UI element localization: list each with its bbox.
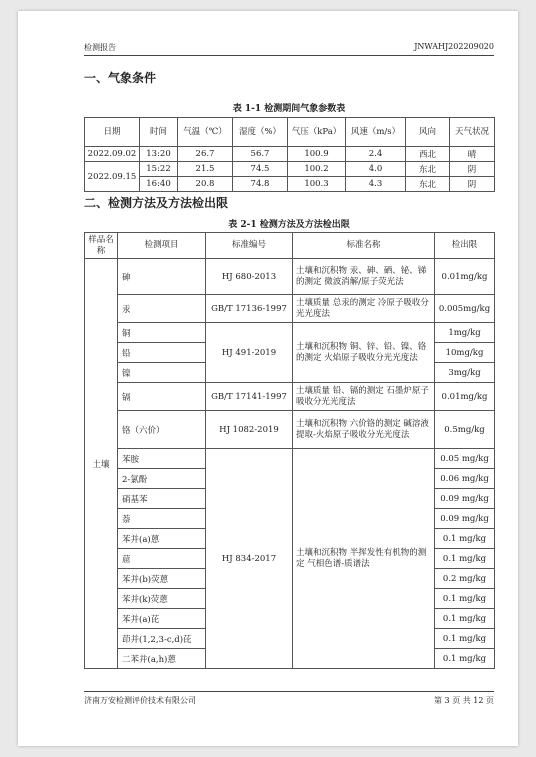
- col-standard-code: 标准编号: [206, 233, 293, 259]
- table-row: [85, 411, 495, 449]
- cell-limit: 0.01mg/kg: [435, 259, 495, 295]
- cell-wind-direction: 东北: [406, 162, 450, 177]
- cell-time: 16:40: [140, 177, 178, 192]
- cell-item: 镍: [118, 363, 206, 383]
- cell-item: 镉: [118, 383, 206, 411]
- cell-item: 茚并(1,2,3-c,d)芘: [118, 629, 206, 649]
- cell-standard-name: 土壤和沉积物 六价铬的测定 碱溶液提取-火焰原子吸收分光光度法: [293, 411, 435, 449]
- cell-standard-name: 土壤质量 铅、镉的测定 石墨炉原子吸收分光光度法: [293, 383, 435, 411]
- cell-weather: 阴: [450, 177, 495, 192]
- cell-limit: 0.09 mg/kg: [435, 509, 495, 529]
- cell-wind-direction: 西北: [406, 147, 450, 162]
- cell-standard-code: GB/T 17141-1997: [206, 383, 293, 411]
- section-weather-title: 一、气象条件: [84, 71, 157, 85]
- cell-wind-speed: 4.3: [346, 177, 406, 192]
- cell-weather: 阴: [450, 162, 495, 177]
- cell-date: 2022.09.02: [85, 147, 140, 162]
- cell-time: 13:20: [140, 147, 178, 162]
- col-wind-speed: 风速（m/s）: [346, 118, 406, 147]
- cell-item: 铅: [118, 343, 206, 363]
- cell-limit: 10mg/kg: [435, 343, 495, 363]
- col-weather: 天气状况: [450, 118, 495, 147]
- col-wind-direction: 风向: [406, 118, 450, 147]
- cell-limit: 0.06 mg/kg: [435, 469, 495, 489]
- col-time: 时间: [140, 118, 178, 147]
- cell-limit: 0.1 mg/kg: [435, 649, 495, 669]
- cell-limit: 0.01mg/kg: [435, 383, 495, 411]
- cell-limit: 0.1 mg/kg: [435, 529, 495, 549]
- report-page: [18, 11, 518, 746]
- cell-limit: 0.1 mg/kg: [435, 609, 495, 629]
- table-row: [85, 147, 495, 162]
- report-number: JNWAHJ202209020: [414, 42, 494, 51]
- table2-caption: 表 2-1 检测方法及方法检出限: [228, 220, 350, 230]
- cell-sample-name: 土壤: [85, 259, 118, 669]
- cell-item: 苯并(b)荧蒽: [118, 569, 206, 589]
- cell-standard-code: HJ 680-2013: [206, 259, 293, 295]
- cell-item: 苯胺: [118, 449, 206, 469]
- page-number: 第 3 页 共 12 页: [434, 696, 494, 705]
- cell-pressure: 100.9: [288, 147, 346, 162]
- cell-limit: 0.1 mg/kg: [435, 629, 495, 649]
- weather-header-row: [85, 118, 495, 147]
- cell-wind-speed: 4.0: [346, 162, 406, 177]
- col-humidity: 湿度（%）: [233, 118, 288, 147]
- cell-limit: 0.2 mg/kg: [435, 569, 495, 589]
- cell-limit: 0.5mg/kg: [435, 411, 495, 449]
- cell-item: 苯并(k)荧蒽: [118, 589, 206, 609]
- cell-temperature: 26.7: [178, 147, 233, 162]
- cell-humidity: 74.8: [233, 177, 288, 192]
- cell-weather: 晴: [450, 147, 495, 162]
- col-pressure: 气压（kPa）: [288, 118, 346, 147]
- cell-standard-code: GB/T 17136-1997: [206, 295, 293, 323]
- cell-item: 2-氯酚: [118, 469, 206, 489]
- cell-wind-speed: 2.4: [346, 147, 406, 162]
- table-row: [85, 295, 495, 323]
- table-row: [85, 177, 495, 192]
- page-header: [84, 42, 494, 56]
- company-name: 济南万安检测评价技术有限公司: [84, 696, 196, 705]
- cell-item: 硝基苯: [118, 489, 206, 509]
- cell-pressure: 100.3: [288, 177, 346, 192]
- cell-limit: 0.1 mg/kg: [435, 589, 495, 609]
- cell-standard-name: 土壤质量 总汞的测定 冷原子吸收分光光度法: [293, 295, 435, 323]
- cell-item: 砷: [118, 259, 206, 295]
- cell-standard-code: HJ 491-2019: [206, 323, 293, 383]
- col-sample-name: 样品名称: [85, 233, 118, 259]
- cell-limit: 0.05 mg/kg: [435, 449, 495, 469]
- col-standard-name: 标准名称: [293, 233, 435, 259]
- col-item: 检测项目: [118, 233, 206, 259]
- cell-standard-code: HJ 834-2017: [206, 449, 293, 669]
- cell-limit: 0.1 mg/kg: [435, 549, 495, 569]
- table-row: [85, 383, 495, 411]
- page-footer: [84, 691, 494, 706]
- table-row: [85, 259, 495, 295]
- cell-item: 萘: [118, 509, 206, 529]
- table-row: [85, 449, 495, 469]
- cell-item: 苯并(a)芘: [118, 609, 206, 629]
- weather-table: [84, 117, 495, 192]
- col-temperature: 气温（℃）: [178, 118, 233, 147]
- table-row: [85, 323, 495, 343]
- section-methods-title: 二、检测方法及方法检出限: [84, 196, 229, 210]
- cell-limit: 0.09 mg/kg: [435, 489, 495, 509]
- methods-header-row: [85, 233, 495, 259]
- table-row: [85, 162, 495, 177]
- cell-item: 铜: [118, 323, 206, 343]
- methods-table: [84, 232, 495, 669]
- cell-item: 铬（六价）: [118, 411, 206, 449]
- header-title: 检测报告: [84, 43, 116, 52]
- cell-item: 汞: [118, 295, 206, 323]
- col-detection-limit: 检出限: [435, 233, 495, 259]
- cell-wind-direction: 东北: [406, 177, 450, 192]
- col-date: 日期: [85, 118, 140, 147]
- cell-date: 2022.09.15: [85, 162, 140, 192]
- cell-limit: 1mg/kg: [435, 323, 495, 343]
- cell-standard-name: 土壤和沉积物 汞、砷、硒、铋、锑的测定 微波消解/原子荧光法: [293, 259, 435, 295]
- table1-caption: 表 1-1 检测期间气象参数表: [232, 104, 346, 114]
- cell-humidity: 56.7: [233, 147, 288, 162]
- cell-item: 䓛: [118, 549, 206, 569]
- cell-temperature: 20.8: [178, 177, 233, 192]
- cell-time: 15:22: [140, 162, 178, 177]
- cell-standard-name: 土壤和沉积物 铜、锌、铅、镍、铬的测定 火焰原子吸收分光光度法: [293, 323, 435, 383]
- cell-humidity: 74.5: [233, 162, 288, 177]
- cell-item: 二苯并(a,h)蒽: [118, 649, 206, 669]
- cell-standard-name: 土壤和沉积物 半挥发性有机物的测定 气相色谱-质谱法: [293, 449, 435, 669]
- cell-temperature: 21.5: [178, 162, 233, 177]
- cell-standard-code: HJ 1082-2019: [206, 411, 293, 449]
- cell-pressure: 100.2: [288, 162, 346, 177]
- cell-limit: 3mg/kg: [435, 363, 495, 383]
- cell-limit: 0.005mg/kg: [435, 295, 495, 323]
- cell-item: 苯并(a)蒽: [118, 529, 206, 549]
